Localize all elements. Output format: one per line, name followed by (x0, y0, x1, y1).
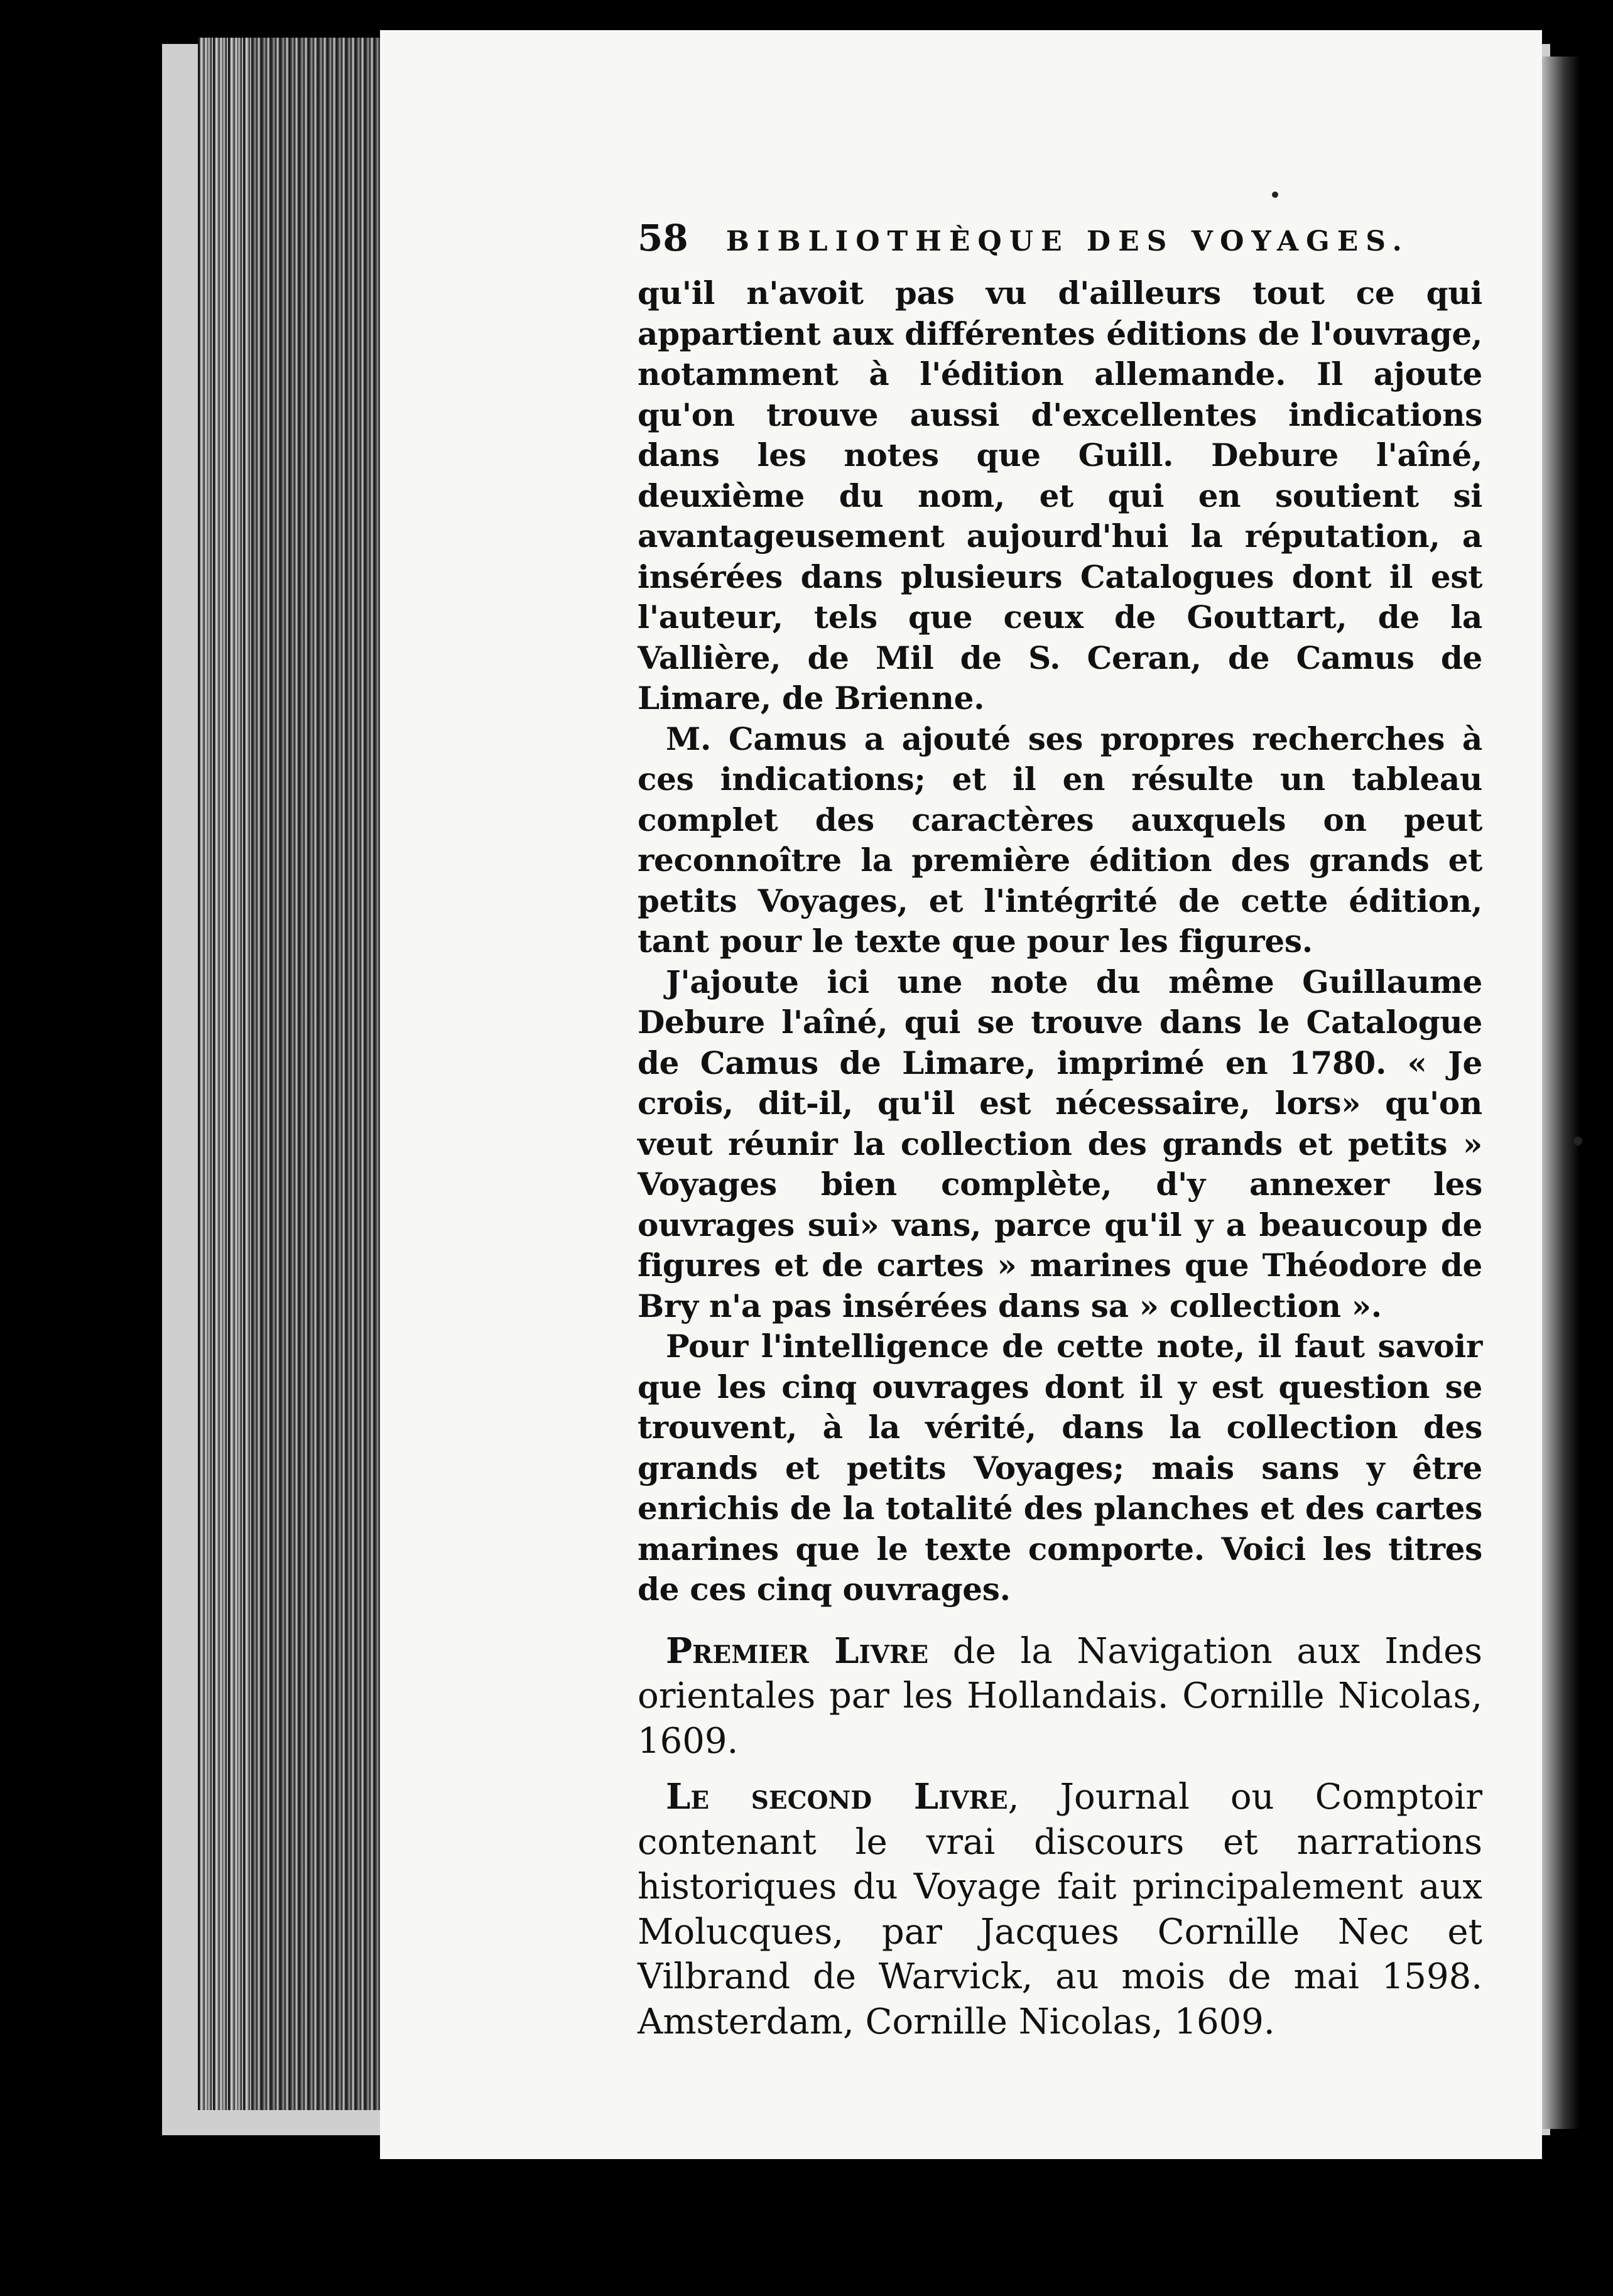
page-text (638, 217, 1482, 2044)
speck (1272, 192, 1278, 198)
page-edges-inner (251, 38, 383, 2110)
page-number: 58 (638, 217, 688, 259)
entry-text: , Journal ou Comptoir contenant le vrai discours et narrations historiques du Voyage fait principalement aux Molucques, par Jacques Cornille Nec et Vilbrand de Warvick, au mois de mai 1598. Amsterdam, Cornille Nicolas, 1609. (638, 1777, 1482, 2042)
running-title: BIBLIOTHÈQUE DES VOYAGES. (725, 225, 1409, 257)
paragraph: M. Camus a ajouté ses propres recherches à ces indications; et il en résulte un tableau complet des caractères auxquels on peut reconnoître la première édition des grands et petits Voyages, et l'intégrité de cette édition, tant pour le texte que pour les figures. (638, 720, 1482, 960)
paragraph: qu'il n'avoit pas vu d'ailleurs tout ce qui appartient aux différentes éditions de l'ouvrage, notamment à l'édition allemande. Il ajoute qu'on trouve aussi d'excellentes indications dans les notes que Guill. Debure l'aîné, deuxième du nom, et qui en soutient si avantageusement aujourd'hui la réputation, a insérées dans plusieurs Catalogues dont il est l'auteur, tels que ceux de Gouttart, de la Vallière, de Mil de S. Ceran, de Camus de Limare, de Brienne. (638, 274, 1482, 717)
spacer (638, 1610, 1482, 1629)
paragraph: Pour l'intelligence de cette note, il faut savoir que les cinq ouvrages dont il y est question se trouvent, à la vérité, dans la collection des grands et petits Voyages; mais sans y être enrichis de la totalité des planches et des cartes marines que le texte comporte. Voici les titres de ces cinq ouvrages. (638, 1328, 1482, 1608)
speck (1573, 1137, 1582, 1145)
page-header (638, 217, 1482, 273)
entry-text: de la Navigation aux Indes orientales par les Hollandais. Cornille Nicolas, 1609. (638, 1630, 1482, 1762)
entry-lead: Le second Livre (666, 1776, 1008, 1817)
page-shadow (1542, 57, 1580, 2129)
entry-lead: Premier Livre (666, 1630, 929, 1672)
book-entry (638, 1775, 1482, 2044)
spacer (638, 1763, 1482, 1775)
book-entry (638, 1629, 1482, 1764)
paragraph: J'ajoute ici une note du même Guillaume Debure l'aîné, qui se trouve dans le Catalogue de Camus de Limare, imprimé en 1780. « Je crois, dit-il, qu'il est nécessaire, lors» qu'on veut réunir la collection des grands et petits » Voyages bien complète, d'y annexer les ouvrages sui» vans, parce qu'il y a beaucoup de figures et de cartes » marines que Théodore de Bry n'a pas insérées dans sa » collection ». (638, 963, 1482, 1324)
